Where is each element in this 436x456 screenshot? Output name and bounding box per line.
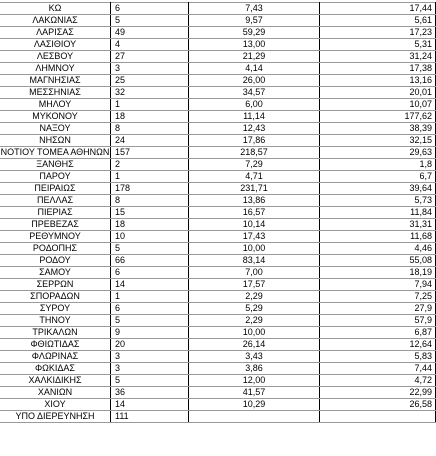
table-row [0, 51, 436, 63]
region-cell: ΥΠΟ ΔΙΕΡΕΥΝΗΣΗ [0, 411, 111, 423]
rate-cell: 27,9 [320, 303, 436, 315]
table-row [0, 339, 436, 351]
table-row [0, 147, 436, 159]
cases-cell: 18 [111, 111, 189, 123]
region-cell: ΝΑΞΟΥ [0, 123, 111, 135]
table-row [0, 171, 436, 183]
region-cell: ΚΩ [0, 3, 111, 15]
incidence-cell: 11,14 [189, 111, 320, 123]
region-cell: ΜΕΣΣΗΝΙΑΣ [0, 87, 111, 99]
cases-cell: 27 [111, 51, 189, 63]
rate-cell: 38,39 [320, 123, 436, 135]
region-cell: ΠΙΕΡΙΑΣ [0, 207, 111, 219]
table-row [0, 63, 436, 75]
region-cell: ΠΕΙΡΑΙΩΣ [0, 183, 111, 195]
incidence-cell: 17,43 [189, 231, 320, 243]
rate-cell: 55,08 [320, 255, 436, 267]
rate-cell: 17,38 [320, 63, 436, 75]
incidence-cell: 12,00 [189, 375, 320, 387]
incidence-cell: 7,29 [189, 159, 320, 171]
cases-cell: 5 [111, 375, 189, 387]
region-cell: ΣΥΡΟΥ [0, 303, 111, 315]
incidence-cell: 7,43 [189, 3, 320, 15]
rate-cell: 12,64 [320, 339, 436, 351]
table-row [0, 255, 436, 267]
region-cell: ΜΥΚΟΝΟΥ [0, 111, 111, 123]
incidence-cell: 12,43 [189, 123, 320, 135]
table-row [0, 327, 436, 339]
table-row [0, 279, 436, 291]
table-row [0, 375, 436, 387]
cases-cell: 1 [111, 171, 189, 183]
cases-cell: 66 [111, 255, 189, 267]
rate-cell: 20,01 [320, 87, 436, 99]
incidence-cell [189, 411, 320, 423]
table-body [0, 3, 436, 423]
rate-cell: 5,61 [320, 15, 436, 27]
region-cell: ΛΑΡΙΣΑΣ [0, 27, 111, 39]
rate-cell: 18,19 [320, 267, 436, 279]
rate-cell: 4,46 [320, 243, 436, 255]
cases-cell: 1 [111, 291, 189, 303]
region-cell: ΤΗΝΟΥ [0, 315, 111, 327]
region-cell: ΣΕΡΡΩΝ [0, 279, 111, 291]
table-row [0, 3, 436, 15]
incidence-cell: 2,29 [189, 291, 320, 303]
incidence-cell: 13,86 [189, 195, 320, 207]
rate-cell: 11,68 [320, 231, 436, 243]
region-cell: ΦΩΚΙΔΑΣ [0, 363, 111, 375]
cases-cell: 10 [111, 231, 189, 243]
rate-cell: 5,83 [320, 351, 436, 363]
rate-cell: 29,63 [320, 147, 436, 159]
table-row [0, 219, 436, 231]
region-cell: ΝΗΣΩΝ [0, 135, 111, 147]
rate-cell: 17,44 [320, 3, 436, 15]
cases-cell: 49 [111, 27, 189, 39]
rate-cell [320, 411, 436, 423]
region-cell: ΞΑΝΘΗΣ [0, 159, 111, 171]
region-cell: ΤΡΙΚΑΛΩΝ [0, 327, 111, 339]
cases-cell: 9 [111, 327, 189, 339]
region-cell: ΜΑΓΝΗΣΙΑΣ [0, 75, 111, 87]
rate-cell: 5,73 [320, 195, 436, 207]
region-cell: ΡΕΘΥΜΝΟΥ [0, 231, 111, 243]
incidence-cell: 3,43 [189, 351, 320, 363]
table-row [0, 183, 436, 195]
region-cell: ΦΛΩΡΙΝΑΣ [0, 351, 111, 363]
rate-cell: 32,15 [320, 135, 436, 147]
table-row [0, 387, 436, 399]
rate-cell: 6,7 [320, 171, 436, 183]
rate-cell: 13,16 [320, 75, 436, 87]
table-row [0, 231, 436, 243]
table-row [0, 399, 436, 411]
cases-cell: 5 [111, 315, 189, 327]
cases-cell: 6 [111, 267, 189, 279]
cases-cell: 3 [111, 63, 189, 75]
table-row [0, 111, 436, 123]
cases-cell: 4 [111, 39, 189, 51]
cases-cell: 111 [111, 411, 189, 423]
cases-cell: 6 [111, 3, 189, 15]
table-row [0, 267, 436, 279]
region-cell: ΛΑΣΙΘΙΟΥ [0, 39, 111, 51]
table-row [0, 87, 436, 99]
cases-cell: 3 [111, 363, 189, 375]
table-row [0, 75, 436, 87]
cases-cell: 6 [111, 303, 189, 315]
table-row [0, 159, 436, 171]
table-row [0, 291, 436, 303]
incidence-cell: 26,00 [189, 75, 320, 87]
incidence-cell: 3,86 [189, 363, 320, 375]
region-cell: ΠΡΕΒΕΖΑΣ [0, 219, 111, 231]
rate-cell: 11,84 [320, 207, 436, 219]
table-row [0, 39, 436, 51]
incidence-cell: 7,00 [189, 267, 320, 279]
cases-cell: 3 [111, 351, 189, 363]
incidence-cell: 34,57 [189, 87, 320, 99]
rate-cell: 1,8 [320, 159, 436, 171]
table-row [0, 243, 436, 255]
incidence-cell: 9,57 [189, 15, 320, 27]
rate-cell: 5,31 [320, 39, 436, 51]
region-cell: ΧΑΛΚΙΔΙΚΗΣ [0, 375, 111, 387]
rate-cell: 6,87 [320, 327, 436, 339]
incidence-cell: 218,57 [189, 147, 320, 159]
region-cell: ΛΕΣΒΟΥ [0, 51, 111, 63]
rate-cell: 4,72 [320, 375, 436, 387]
rate-cell: 31,31 [320, 219, 436, 231]
cases-cell: 1 [111, 99, 189, 111]
cases-cell: 14 [111, 279, 189, 291]
incidence-cell: 4,14 [189, 63, 320, 75]
incidence-cell: 16,57 [189, 207, 320, 219]
rate-cell: 17,23 [320, 27, 436, 39]
incidence-cell: 10,29 [189, 399, 320, 411]
incidence-cell: 17,57 [189, 279, 320, 291]
rate-cell: 7,25 [320, 291, 436, 303]
cases-cell: 36 [111, 387, 189, 399]
rate-cell: 31,24 [320, 51, 436, 63]
table-row [0, 195, 436, 207]
incidence-cell: 41,57 [189, 387, 320, 399]
region-cell: ΠΕΛΛΑΣ [0, 195, 111, 207]
incidence-cell: 10,00 [189, 327, 320, 339]
table-row [0, 15, 436, 27]
incidence-cell: 21,29 [189, 51, 320, 63]
incidence-cell: 5,29 [189, 303, 320, 315]
rate-cell: 177,62 [320, 111, 436, 123]
rate-cell: 7,94 [320, 279, 436, 291]
table-row [0, 99, 436, 111]
cases-cell: 32 [111, 87, 189, 99]
regional-cases-table [0, 2, 436, 423]
cases-cell: 8 [111, 195, 189, 207]
region-cell: ΧΙΟΥ [0, 399, 111, 411]
rate-cell: 7,44 [320, 363, 436, 375]
incidence-cell: 83,14 [189, 255, 320, 267]
region-cell: ΣΠΟΡΑΔΩΝ [0, 291, 111, 303]
cases-cell: 15 [111, 207, 189, 219]
table-row [0, 411, 436, 423]
region-cell: ΝΟΤΙΟΥ ΤΟΜΕΑ ΑΘΗΝΩΝ [0, 147, 110, 157]
cases-cell: 8 [111, 123, 189, 135]
incidence-cell: 2,29 [189, 315, 320, 327]
table-row [0, 135, 436, 147]
cases-cell: 157 [111, 147, 189, 159]
region-cell: ΡΟΔΟΥ [0, 255, 111, 267]
region-cell: ΦΘΙΩΤΙΔΑΣ [0, 339, 111, 351]
table-row [0, 123, 436, 135]
table-row [0, 351, 436, 363]
table-row [0, 315, 436, 327]
incidence-cell: 26,14 [189, 339, 320, 351]
incidence-cell: 10,14 [189, 219, 320, 231]
cases-cell: 24 [111, 135, 189, 147]
incidence-cell: 13,00 [189, 39, 320, 51]
rate-cell: 57,9 [320, 315, 436, 327]
cases-cell: 2 [111, 159, 189, 171]
incidence-cell: 59,29 [189, 27, 320, 39]
incidence-cell: 10,00 [189, 243, 320, 255]
table-row [0, 303, 436, 315]
region-cell: ΜΗΛΟΥ [0, 99, 111, 111]
cases-cell: 18 [111, 219, 189, 231]
rate-cell: 26,58 [320, 399, 436, 411]
rate-cell: 39,64 [320, 183, 436, 195]
incidence-cell: 4,71 [189, 171, 320, 183]
cases-cell: 178 [111, 183, 189, 195]
cases-cell: 5 [111, 15, 189, 27]
rate-cell: 10,07 [320, 99, 436, 111]
cases-cell: 5 [111, 243, 189, 255]
region-cell: ΛΗΜΝΟΥ [0, 63, 111, 75]
cases-cell: 14 [111, 399, 189, 411]
incidence-cell: 231,71 [189, 183, 320, 195]
incidence-cell: 17,86 [189, 135, 320, 147]
table-row [0, 27, 436, 39]
table-row [0, 207, 436, 219]
cases-cell: 20 [111, 339, 189, 351]
rate-cell: 22,99 [320, 387, 436, 399]
cases-cell: 25 [111, 75, 189, 87]
region-cell: ΠΑΡΟΥ [0, 171, 111, 183]
region-cell: ΧΑΝΙΩΝ [0, 387, 111, 399]
incidence-cell: 6,00 [189, 99, 320, 111]
region-cell: ΛΑΚΩΝΙΑΣ [0, 15, 111, 27]
region-cell: ΡΟΔΟΠΗΣ [0, 243, 111, 255]
table-row [0, 363, 436, 375]
region-cell: ΣΑΜΟΥ [0, 267, 111, 279]
